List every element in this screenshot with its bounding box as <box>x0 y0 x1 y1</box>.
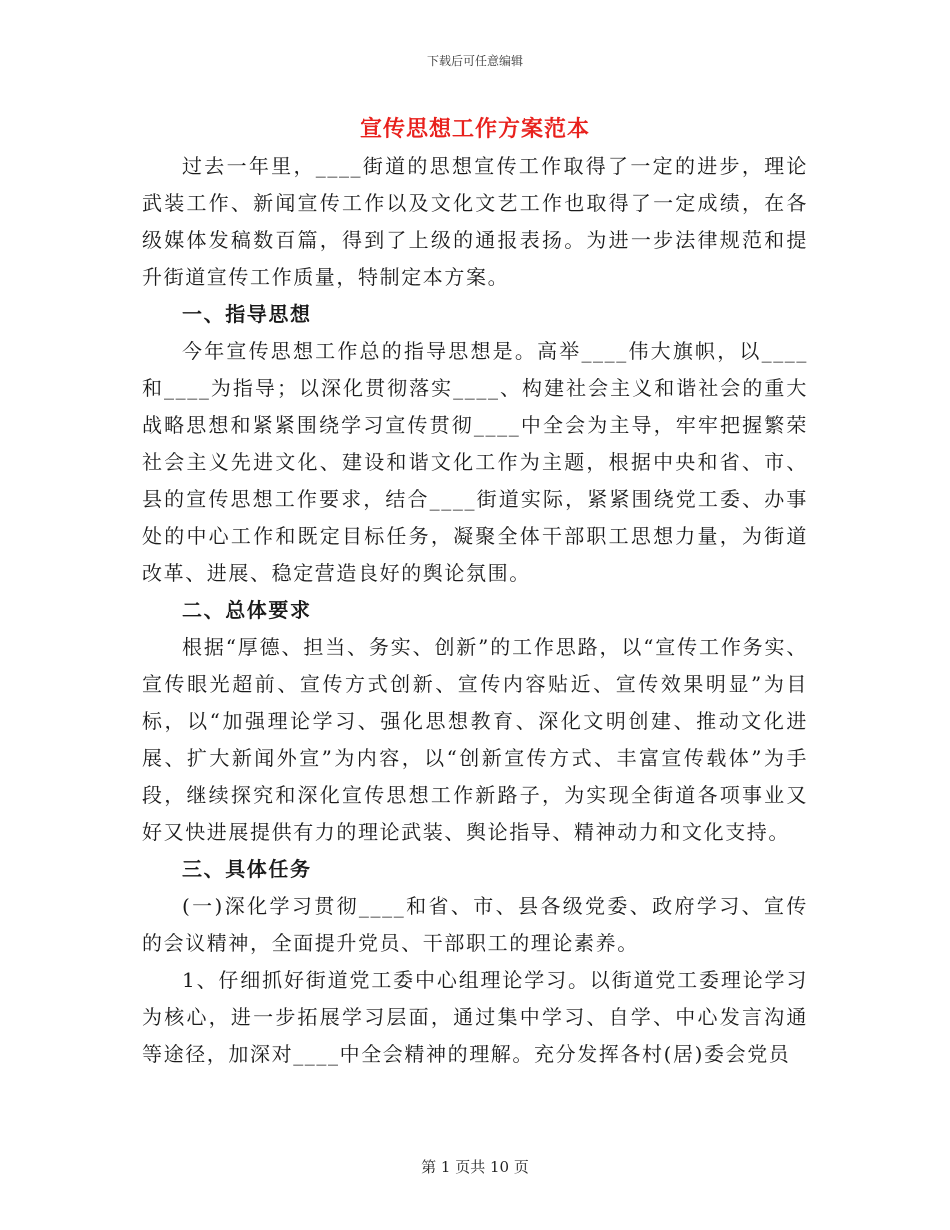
document-title: 宣传思想工作方案范本 <box>359 116 590 142</box>
section-heading-specific-tasks: 三、具体任务 <box>182 857 312 881</box>
paragraph-overall-requirements: 根据“厚德、担当、务实、创新”的工作思路，以“宣传工作务实、宣传眼光超前、宣传方式创新、宣传内容贴近、宣传效果明显”为目标，以“加强理论学习、强化思想教育、深化文明创建、推动文化进展、扩大新闻外宣”为内容，以“创新宣传方式、丰富宣传载体”为手段，继续探究和深化宣传思想工作新路子，为实现全街道各项事业又好又快进展提供有力的理论武装、舆论指导、精神动力和文化支持。 <box>142 635 808 844</box>
page-header: 下载后可任意编辑 <box>426 54 523 68</box>
page-number: 第 1 页共 10 页 <box>421 1158 529 1176</box>
section-heading-guiding-ideology: 一、指导思想 <box>182 302 312 326</box>
document-body <box>142 148 808 1073</box>
paragraph-task-1: (一)深化学习贯彻____和省、市、县各级党委、政府学习、宣传的会议精神，全面提升党员、干部职工的理论素养。 <box>142 894 808 955</box>
paragraph-task-1-1: 1、仔细抓好街道党工委中心组理论学习。以街道党工委理论学习为核心，进一步拓展学习层面，通过集中学习、自学、中心发言沟通等途径，加深对____中全会精神的理解。充分发挥各村(居)委会党员 <box>142 968 808 1066</box>
section-heading-overall-requirements: 二、总体要求 <box>182 598 312 622</box>
paragraph-intro: 过去一年里，____街道的思想宣传工作取得了一定的进步，理论武装工作、新闻宣传工作以及文化文艺工作也取得了一定成绩，在各级媒体发稿数百篇，得到了上级的通报表扬。为进一步法律规范和提升街道宣传工作质量，特制定本方案。 <box>142 154 808 289</box>
paragraph-guiding-ideology: 今年宣传思想工作总的指导思想是。高举____伟大旗帜，以____和____为指导；以深化贯彻落实____、构建社会主义和谐社会的重大战略思想和紧紧围绕学习宣传贯彻____中全会为主导，牢牢把握繁荣社会主义先进文化、建设和谐文化工作为主题，根据中央和省、市、县的宣传思想工作要求，结合____街道实际，紧紧围绕党工委、办事处的中心工作和既定目标任务，凝聚全体干部职工思想力量，为街道改革、进展、稳定营造良好的舆论氛围。 <box>142 339 808 585</box>
